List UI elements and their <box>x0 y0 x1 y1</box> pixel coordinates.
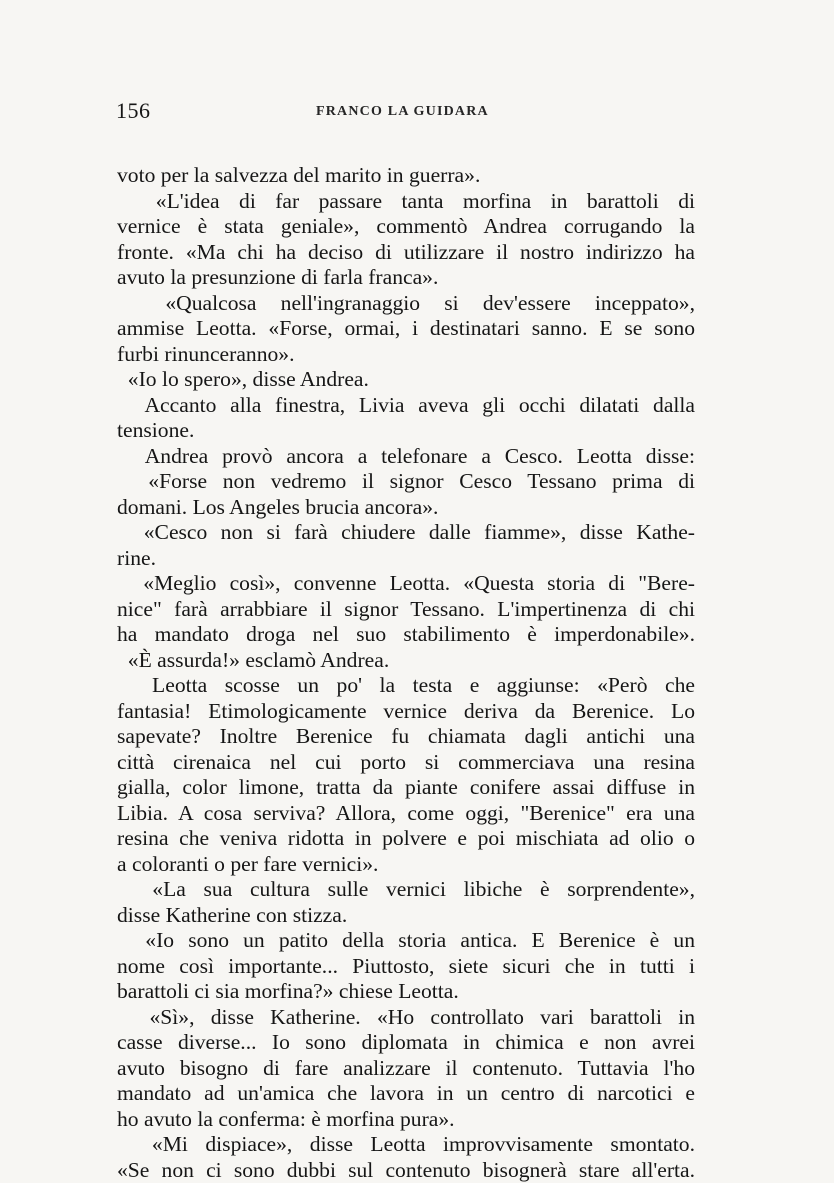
text-line: «Sì», disse Katherine. «Ho controllato vari barattoli in <box>117 1005 695 1031</box>
text-line: a coloranti o per fare vernici». <box>117 852 695 878</box>
text-line: domani. Los Angeles brucia ancora». <box>117 495 695 521</box>
text-line: nome così importante... Piuttosto, siete sicuri che in tutti i <box>117 954 695 980</box>
text-line: furbi rinunceranno». <box>117 342 695 368</box>
text-line: casse diverse... Io sono diplomata in chimica e non avrei <box>117 1030 695 1056</box>
text-line: Andrea provò ancora a telefonare a Cesco. Leotta disse: <box>117 444 695 470</box>
text-line: «Io sono un patito della storia antica. E Berenice è un <box>117 928 695 954</box>
text-line: vernice è stata geniale», commentò Andrea corrugando la <box>117 214 695 240</box>
text-line: barattoli ci sia morfina?» chiese Leotta. <box>117 979 695 1005</box>
text-line: «Meglio così», convenne Leotta. «Questa storia di "Bere- <box>117 571 695 597</box>
text-line: ha mandato droga nel suo stabilimento è imperdonabile». <box>117 622 695 648</box>
text-line: avuto la presunzione di farla franca». <box>117 265 695 291</box>
text-line: «Cesco non si farà chiudere dalle fiamme», disse Kathe- <box>117 520 695 546</box>
text-line: città cirenaica nel cui porto si commerciava una resina <box>117 750 695 776</box>
text-line: «Se non ci sono dubbi sul contenuto bisognerà stare all'erta. <box>117 1158 695 1183</box>
text-line: disse Katherine con stizza. <box>117 903 695 929</box>
body-text <box>117 163 695 1183</box>
page-number: 156 <box>116 98 151 124</box>
text-line: fantasia! Etimologicamente vernice deriva da Berenice. Lo <box>117 699 695 725</box>
text-line: «Qualcosa nell'ingranaggio si dev'essere inceppato», <box>117 291 695 317</box>
text-line: voto per la salvezza del marito in guerra». <box>117 163 695 189</box>
text-line: ammise Leotta. «Forse, ormai, i destinatari sanno. E se sono <box>117 316 695 342</box>
text-line: avuto bisogno di fare analizzare il contenuto. Tuttavia l'ho <box>117 1056 695 1082</box>
text-line: Accanto alla finestra, Livia aveva gli occhi dilatati dalla <box>117 393 695 419</box>
running-title: FRANCO LA GUIDARA <box>316 103 489 121</box>
text-line: «L'idea di far passare tanta morfina in barattoli di <box>117 189 695 215</box>
text-line: sapevate? Inoltre Berenice fu chiamata dagli antichi una <box>117 724 695 750</box>
text-line: gialla, color limone, tratta da piante conifere assai diffuse in <box>117 775 695 801</box>
text-line: nice" farà arrabbiare il signor Tessano. L'impertinenza di chi <box>117 597 695 623</box>
text-line: «È assurda!» esclamò Andrea. <box>117 648 695 674</box>
text-line: mandato ad un'amica che lavora in un centro di narcotici e <box>117 1081 695 1107</box>
text-line: «Mi dispiace», disse Leotta improvvisamente smontato. <box>117 1132 695 1158</box>
text-line: «La sua cultura sulle vernici libiche è sorprendente», <box>117 877 695 903</box>
text-line: ho avuto la conferma: è morfina pura». <box>117 1107 695 1133</box>
text-line: resina che veniva ridotta in polvere e poi mischiata ad olio o <box>117 826 695 852</box>
text-line: fronte. «Ma chi ha deciso di utilizzare il nostro indirizzo ha <box>117 240 695 266</box>
text-line: Libia. A cosa serviva? Allora, come oggi, "Berenice" era una <box>117 801 695 827</box>
text-line: «Io lo spero», disse Andrea. <box>117 367 695 393</box>
text-line: Leotta scosse un po' la testa e aggiunse: «Però che <box>117 673 695 699</box>
text-line: «Forse non vedremo il signor Cesco Tessano prima di <box>117 469 695 495</box>
text-line: tensione. <box>117 418 695 444</box>
text-line: rine. <box>117 546 695 572</box>
